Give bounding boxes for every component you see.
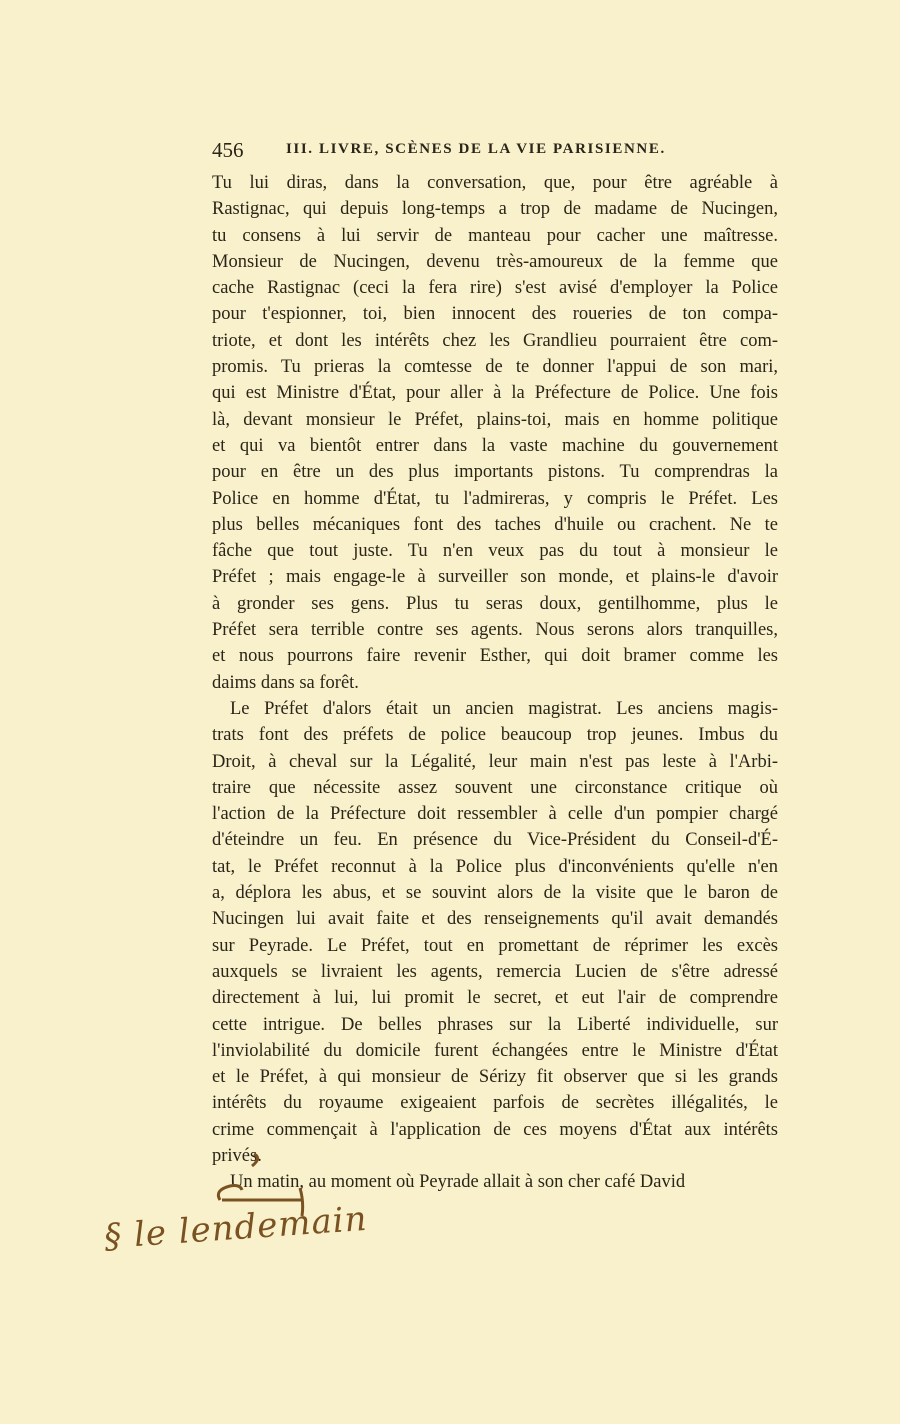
text-line: triote, et dont les intérêts chez les Grandlieu pourraient être com- [212,330,778,351]
text-line: plus belles mécaniques font des taches d'huile ou crachent. Ne te [212,514,778,535]
text-line: sur Peyrade. Le Préfet, tout en promettant de réprimer les excès [212,935,778,956]
text-line: et le Préfet, à qui monsieur de Sérizy fit observer que si les grands [212,1067,778,1088]
handwritten-annotation: § le lendemain [102,1198,369,1258]
text-line: et qui va bientôt entrer dans la vaste machine du gouvernement [212,435,778,456]
text-line: privés. [212,1145,262,1166]
text-line: promis. Tu prieras la comtesse de te donner l'appui de son mari, [212,357,778,378]
text-line: Police en homme d'État, tu l'admireras, y compris le Préfet. Les [212,488,778,509]
text-line: Rastignac, qui depuis long-temps a trop de madame de Nucingen, [212,199,778,220]
text-line: auxquels se livraient les agents, remercia Lucien de s'être adressé [212,961,778,982]
text-line: cache Rastignac (ceci la fera rire) s'est avisé d'employer la Police [212,278,778,299]
text-line: d'éteindre un feu. En présence du Vice-Président du Conseil-d'É- [212,830,778,851]
text-line: pour en être un des plus importants pistons. Tu comprendras la [212,462,778,483]
text-line: Monsieur de Nucingen, devenu très-amoureux de la femme que [212,251,778,272]
page-body [212,170,778,1196]
text-line: Préfet ; mais engage-le à surveiller son monde, et plains-le d'avoir [212,567,778,588]
text-line: a, déplora les abus, et se souvint alors de la visite que le baron de [212,883,778,904]
text-line: l'action de la Préfecture doit ressembler à celle d'un pompier chargé [212,804,778,825]
paragraph [212,696,778,1169]
text-line: tu consens à lui servir de manteau pour cacher une maîtresse. [212,225,778,246]
text-line: Le Préfet d'alors était un ancien magistrat. Les anciens magis- [230,698,778,719]
text-line: tat, le Préfet reconnut à la Police plus d'inconvénients qu'elle n'en [212,856,778,877]
text-line: crime commençait à l'application de ces moyens d'État aux intérêts [212,1119,778,1140]
text-line: là, devant monsieur le Préfet, plains-toi, mais en homme politique [212,409,778,430]
running-header [212,138,782,166]
text-line: traire que nécessite assez souvent une circonstance critique où [212,777,778,798]
text-line: Nucingen lui avait faite et des renseignements qu'il avait demandés [212,909,778,930]
text-line: daims dans sa forêt. [212,672,359,693]
page-number: 456 [212,138,244,162]
text-line: cette intrigue. De belles phrases sur la Liberté individuelle, sur [212,1014,778,1035]
text-line: pour t'espionner, toi, bien innocent des roueries de ton compa- [212,304,778,325]
paragraph [212,170,778,696]
text-line: Tu lui diras, dans la conversation, que, pour être agréable à [212,173,778,193]
text-line: l'inviolabilité du domicile furent échangées entre le Ministre d'État [212,1040,778,1061]
text-line: intérêts du royaume exigeaient parfois de secrètes illégalités, le [212,1093,778,1114]
text-line: Droit, à cheval sur la Légalité, leur main n'est pas leste à l'Arbi- [212,751,778,772]
text-line: directement à lui, lui promit le secret, et eut l'air de comprendre [212,988,778,1009]
text-line: trats font des préfets de police beaucoup trop jeunes. Imbus du [212,725,778,746]
text-line: qui est Ministre d'État, pour aller à la Préfecture de Police. Une fois [212,383,778,404]
text-line: Un matin, au moment où Peyrade allait à son cher café David [230,1172,686,1193]
text-line: fâche que tout juste. Tu n'en veux pas du tout à monsieur le [212,541,778,562]
text-line: et nous pourrons faire revenir Esther, qui doit bramer comme les [212,646,778,667]
running-title: III. LIVRE, SCÈNES DE LA VIE PARISIENNE. [286,141,666,157]
text-line: à gronder ses gens. Plus tu seras doux, gentilhomme, plus le [212,593,778,614]
text-line: Préfet sera terrible contre ses agents. Nous serons alors tranquilles, [212,620,778,641]
